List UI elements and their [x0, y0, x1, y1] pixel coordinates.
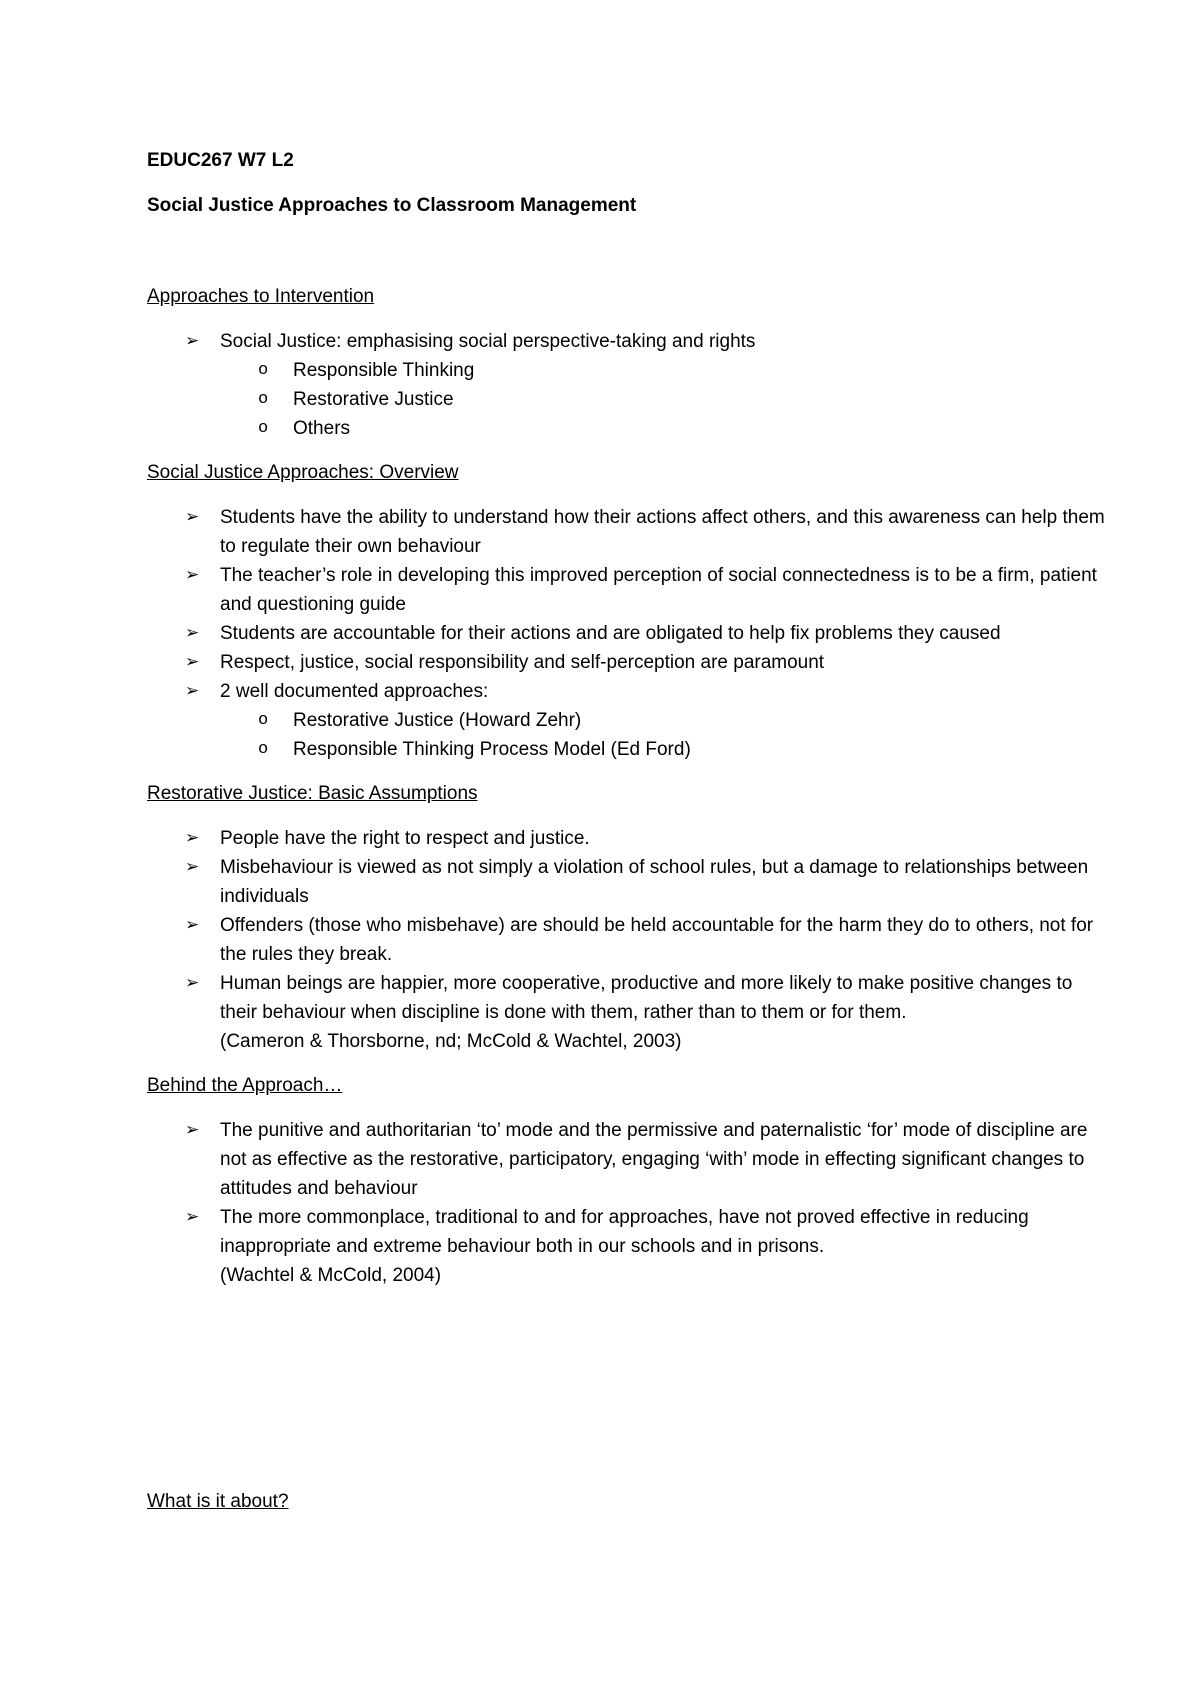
heading-what-is-it-about: What is it about?	[147, 1491, 289, 1512]
behind-list	[147, 1116, 1107, 1290]
heading-approaches-to-intervention: Approaches to Intervention	[147, 286, 375, 307]
list-item: ➢ Misbehaviour is viewed as not simply a violation of school rules, but a damage to relationships between individuals	[147, 853, 1107, 911]
list-item	[147, 327, 1107, 443]
list-item	[147, 1203, 1107, 1290]
list-item-text: 2 well documented approaches:	[220, 681, 489, 702]
citation: (Wachtel & McCold, 2004)	[220, 1265, 442, 1286]
list-item-text: Social Justice: emphasising social perspective-taking and rights	[220, 331, 756, 352]
page-title: Social Justice Approaches to Classroom Management	[147, 195, 637, 216]
citation: (Cameron & Thorsborne, nd; McCold & Wachtel, 2003)	[220, 1031, 682, 1052]
list-item: ➢ People have the right to respect and justice.	[147, 824, 1107, 853]
list-item: ➢ Students have the ability to understand how their actions affect others, and this awareness can help them to regulate their own behaviour	[147, 503, 1107, 561]
sub-list-item: o Others	[220, 414, 1107, 443]
sub-list-item: o Restorative Justice	[220, 385, 1107, 414]
list-item: ➢ Respect, justice, social responsibility and self-perception are paramount	[147, 648, 1107, 677]
heading-behind-the-approach: Behind the Approach…	[147, 1075, 343, 1096]
document-page	[147, 146, 1107, 1516]
sub-list	[220, 706, 1107, 764]
list-item: ➢ The teacher’s role in developing this improved perception of social connectedness is to be a firm, patient and questioning guide	[147, 561, 1107, 619]
overview-list	[147, 503, 1107, 764]
course-code: EDUC267 W7 L2	[147, 150, 294, 171]
sub-list	[220, 356, 1107, 443]
intervention-list	[147, 327, 1107, 443]
list-item	[147, 969, 1107, 1056]
list-item	[147, 677, 1107, 764]
sub-list-item: o Responsible Thinking Process Model (Ed Ford)	[220, 735, 1107, 764]
sub-list-item: o Responsible Thinking	[220, 356, 1107, 385]
list-item-text: The more commonplace, traditional to and for approaches, have not proved effective in reducing inappropriate and extreme behaviour both in our schools and in prisons.	[220, 1207, 1029, 1257]
heading-basic-assumptions: Restorative Justice: Basic Assumptions	[147, 783, 478, 804]
assumptions-list	[147, 824, 1107, 1056]
heading-overview: Social Justice Approaches: Overview	[147, 462, 459, 483]
list-item: ➢ Students are accountable for their actions and are obligated to help fix problems they caused	[147, 619, 1107, 648]
list-item: ➢ Offenders (those who misbehave) are should be held accountable for the harm they do to others, not for the rules they break.	[147, 911, 1107, 969]
list-item: ➢ The punitive and authoritarian ‘to’ mode and the permissive and paternalistic ‘for’ mode of discipline are not as effective as the restorative, participatory, engaging ‘with’ mode in effecting significant changes to attitudes and behaviour	[147, 1116, 1107, 1203]
list-item-text: Human beings are happier, more cooperative, productive and more likely to make positive changes to their behaviour when discipline is done with them, rather than to them or for them.	[220, 973, 1073, 1023]
sub-list-item: o Restorative Justice (Howard Zehr)	[220, 706, 1107, 735]
